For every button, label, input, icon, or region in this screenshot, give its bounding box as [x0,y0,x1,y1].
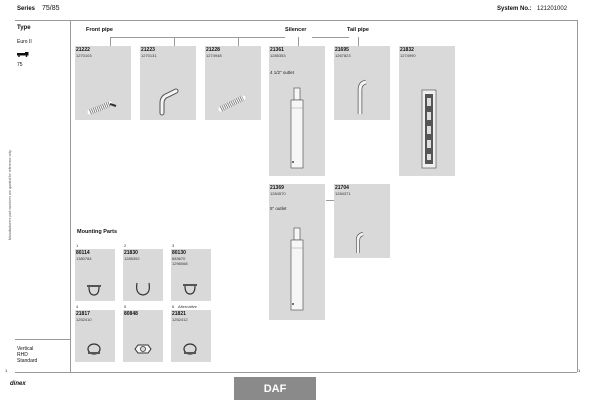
footer-line-rhd: RHD [17,352,28,358]
connector-down-1 [110,37,111,46]
clamp-icon [182,282,198,296]
connector-silencer [312,37,349,38]
part-ref: 1284570 [270,191,286,196]
connector-down-3 [238,37,239,46]
part-ref: 683670 [172,256,186,261]
page-mark-left: 1 [5,368,8,373]
connector-silencer-alt [326,200,334,201]
part-number: 21704 [335,185,349,191]
section-mounting-parts: Mounting Parts [77,229,118,235]
connector-down-5 [358,37,359,46]
part-number: 21695 [335,47,349,53]
mount-index: 2 [124,243,127,248]
outlet-note: 4 1/2" outlet [270,70,294,75]
connector-down-4 [298,37,299,46]
section-front-pipe: Front pipe [86,27,113,33]
part-number: 21223 [141,47,155,53]
connector-front [110,37,285,38]
footer-line-standard: Standard [17,358,38,364]
part-number: 80114 [76,250,90,256]
flex-pipe-icon [88,98,118,116]
part-ref: 1270103 [76,53,92,58]
mount-index: 6 [172,304,175,309]
mount-index: 1 [76,243,79,248]
part-number: 21222 [76,47,90,53]
clip-icon [134,280,152,298]
band-clamp-icon [86,342,102,356]
part-ref: 1296068 [172,261,188,266]
part-ref: 1380784 [76,256,92,261]
tail-pipe-icon [355,80,369,116]
silencer-icon [288,228,308,314]
part-ref: 1274948 [206,53,222,58]
part-ref: 1252410 [76,317,92,322]
footer-divider [15,372,577,373]
system-number-label: System No.: [497,6,532,12]
clamp-icon [86,283,102,297]
part-number: 80130 [172,250,186,256]
left-panel-divider [70,20,71,372]
heat-shield-icon [418,90,440,170]
part-number: 80848 [124,311,138,317]
dinex-logo: dinex [10,381,26,387]
part-ref: 1274990 [400,53,416,58]
connector-down-2 [174,37,175,46]
truck-icon [17,52,29,57]
part-ref: 1285353 [270,53,286,58]
part-number: 21228 [206,47,220,53]
page-mark-right: 1 [578,368,581,373]
part-number: 21361 [270,47,284,53]
bent-pipe-icon [150,85,180,115]
part-ref: 1252412 [172,317,188,322]
part-number: 21832 [400,47,414,53]
mount-index: 3 [172,243,175,248]
band-clamp-icon [182,342,198,356]
type-euro: Euro II [17,39,32,45]
section-tail-pipe: Tail pipe [347,27,369,33]
part-ref: 1270131 [141,53,157,58]
right-frame-line [577,20,581,373]
part-number: 21369 [270,185,284,191]
mount-index: 4 [76,304,79,309]
series-value: 75/85 [42,5,60,12]
silencer-icon [288,88,308,172]
type-title: Type [17,25,31,31]
part-number: 21821 [172,311,186,317]
series-label: Series [17,6,36,12]
side-disclaimer: Manufacturers part numbers are quoted for reference only [8,150,12,240]
footer-line-vertical: Vertical [17,346,34,352]
alternative-label: Alternative [178,304,197,309]
part-number: 21830 [124,250,138,256]
header-divider [15,20,577,21]
part-ref: 1267823 [335,53,351,58]
part-number: 21817 [76,311,90,317]
flex-pipe-icon [218,94,248,112]
system-number-value: 121201002 [537,6,568,12]
type-divider [15,339,70,340]
section-silencer: Silencer [285,27,307,33]
type-model: 75 [17,62,23,68]
mount-index: 5 [124,304,127,309]
tail-pipe-icon [354,232,366,254]
gasket-icon [133,343,153,355]
brand-banner: DAF [234,377,316,400]
part-ref: 1284371 [335,191,351,196]
part-ref: 1285392 [124,256,140,261]
outlet-note: 5" outlet [270,206,287,211]
